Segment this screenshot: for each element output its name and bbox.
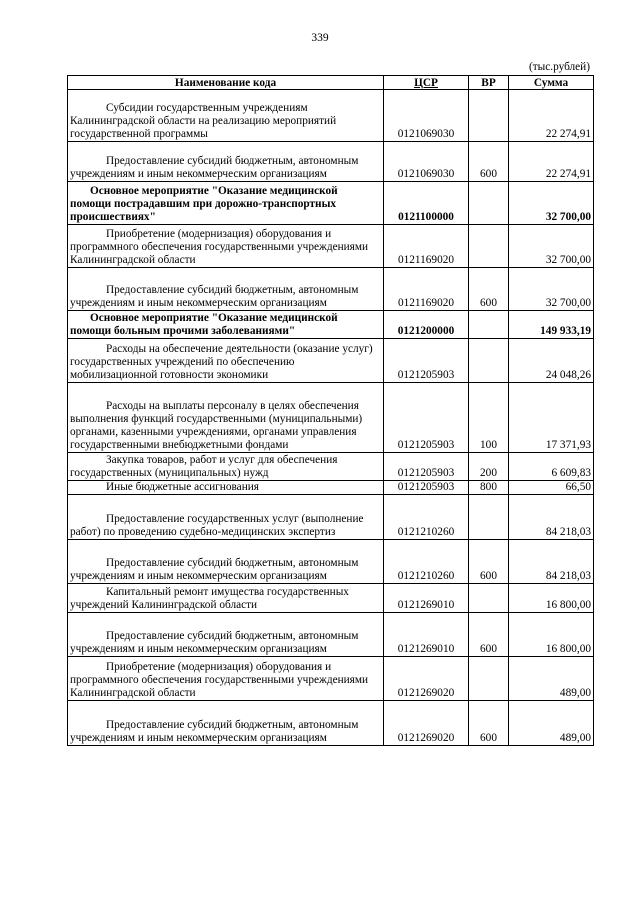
row-sum: 489,00	[509, 701, 594, 746]
header-sum: Сумма	[509, 76, 594, 90]
row-name: Закупка товаров, работ и услуг для обеспечения государственных (муниципальных) нужд	[70, 454, 338, 479]
row-name-cell	[68, 90, 384, 142]
row-name-cell	[68, 584, 384, 613]
row-vr	[469, 90, 509, 142]
row-name-cell	[68, 225, 384, 268]
table-row	[68, 701, 594, 746]
row-name: Предоставление субсидий бюджетным, автономным учреждениям и иным некоммерческим организациям	[70, 155, 359, 180]
row-csr: 0121210260	[384, 495, 469, 540]
table-row	[68, 339, 594, 383]
row-sum: 16 800,00	[509, 584, 594, 613]
row-csr: 0121169020	[384, 268, 469, 311]
row-sum: 149 933,19	[509, 311, 594, 339]
table-header-row	[68, 76, 594, 90]
row-name: Предоставление субсидий бюджетным, автономным учреждениям и иным некоммерческим организациям	[70, 284, 359, 309]
row-name: Приобретение (модернизация) оборудования и программного обеспечения государственными учреждениями Калининградской области	[70, 661, 369, 699]
row-name-cell	[68, 657, 384, 701]
row-vr: 600	[469, 613, 509, 657]
row-name: Предоставление государственных услуг (выполнение работ) по проведению судебно-медицинских экспертиз	[70, 513, 364, 538]
row-csr: 0121269010	[384, 613, 469, 657]
row-name-cell	[68, 481, 384, 495]
row-csr: 0121269020	[384, 701, 469, 746]
header-csr: ЦСР	[384, 76, 469, 90]
row-name: Предоставление субсидий бюджетным, автономным учреждениям и иным некоммерческим организациям	[70, 557, 359, 582]
row-sum: 66,50	[509, 481, 594, 495]
row-vr: 600	[469, 540, 509, 584]
table-body	[68, 90, 594, 746]
header-name: Наименование кода	[68, 76, 384, 90]
row-csr: 0121269020	[384, 657, 469, 701]
row-vr	[469, 584, 509, 613]
table-row	[68, 268, 594, 311]
row-vr: 600	[469, 701, 509, 746]
row-sum: 17 371,93	[509, 383, 594, 453]
row-vr: 100	[469, 383, 509, 453]
table-row	[68, 453, 594, 481]
header-vr: ВР	[469, 76, 509, 90]
row-name: Предоставление субсидий бюджетным, автономным учреждениям и иным некоммерческим организациям	[70, 719, 359, 744]
row-sum: 6 609,83	[509, 453, 594, 481]
row-sum: 84 218,03	[509, 540, 594, 584]
row-name-cell	[68, 540, 384, 584]
row-name: Предоставление субсидий бюджетным, автономным учреждениям и иным некоммерческим организациям	[70, 630, 359, 655]
row-vr	[469, 657, 509, 701]
row-name-cell	[68, 383, 384, 453]
row-name-cell	[68, 142, 384, 182]
table-row	[68, 383, 594, 453]
table-row	[68, 584, 594, 613]
page-number: 339	[311, 32, 329, 44]
row-sum: 22 274,91	[509, 90, 594, 142]
row-csr: 0121169020	[384, 225, 469, 268]
row-name-cell	[68, 453, 384, 481]
table-row	[68, 311, 594, 339]
row-name-cell	[68, 613, 384, 657]
row-sum: 32 700,00	[509, 182, 594, 225]
table-row	[68, 142, 594, 182]
row-vr	[469, 182, 509, 225]
budget-table	[67, 75, 594, 746]
units-label: (тыс.рублей)	[528, 61, 590, 73]
row-csr: 0121205903	[384, 383, 469, 453]
row-name: Капитальный ремонт имущества государственных учреждений Калининградской области	[70, 586, 349, 611]
row-vr: 600	[469, 142, 509, 182]
row-sum: 84 218,03	[509, 495, 594, 540]
row-vr	[469, 495, 509, 540]
row-vr: 800	[469, 481, 509, 495]
row-sum: 32 700,00	[509, 268, 594, 311]
row-csr: 0121069030	[384, 90, 469, 142]
row-name-cell	[68, 311, 384, 339]
row-name: Основное мероприятие "Оказание медицинской помощи пострадавшим при дорожно-транспортных происшествиях"	[70, 185, 338, 223]
row-vr: 200	[469, 453, 509, 481]
table-row	[68, 225, 594, 268]
row-vr	[469, 311, 509, 339]
row-vr	[469, 339, 509, 383]
table-row	[68, 481, 594, 495]
row-csr: 0121205903	[384, 453, 469, 481]
row-csr: 0121210260	[384, 540, 469, 584]
row-name-cell	[68, 495, 384, 540]
row-name: Расходы на выплаты персоналу в целях обеспечения выполнения функций государственными (муниципальными) органами, казенными учреждениями, органами управления государственными внебюджетными фондами	[70, 400, 363, 451]
row-name-cell	[68, 182, 384, 225]
row-csr: 0121205903	[384, 339, 469, 383]
row-sum: 24 048,26	[509, 339, 594, 383]
table-row	[68, 613, 594, 657]
row-sum: 22 274,91	[509, 142, 594, 182]
row-name: Субсидии государственным учреждениям Калининградской области на реализацию мероприятий государственной программы	[70, 102, 337, 140]
row-csr: 0121205903	[384, 481, 469, 495]
row-name-cell	[68, 339, 384, 383]
row-name: Основное мероприятие "Оказание медицинской помощи больным прочими заболеваниями"	[70, 312, 338, 337]
table-row	[68, 182, 594, 225]
row-vr: 600	[469, 268, 509, 311]
table-row	[68, 90, 594, 142]
row-name-cell	[68, 268, 384, 311]
table-row	[68, 495, 594, 540]
row-sum: 16 800,00	[509, 613, 594, 657]
row-sum: 489,00	[509, 657, 594, 701]
row-name: Расходы на обеспечение деятельности (оказание услуг) государственных учреждений по обеспечению мобилизационной готовности экономики	[70, 343, 373, 381]
row-csr: 0121069030	[384, 142, 469, 182]
row-vr	[469, 225, 509, 268]
row-csr: 0121100000	[384, 182, 469, 225]
row-sum: 32 700,00	[509, 225, 594, 268]
row-name: Приобретение (модернизация) оборудования и программного обеспечения государственными учреждениями Калининградской области	[70, 228, 369, 266]
table-row	[68, 657, 594, 701]
row-csr: 0121200000	[384, 311, 469, 339]
row-name-cell	[68, 701, 384, 746]
row-name: Иные бюджетные ассигнования	[106, 481, 259, 493]
row-csr: 0121269010	[384, 584, 469, 613]
table-row	[68, 540, 594, 584]
